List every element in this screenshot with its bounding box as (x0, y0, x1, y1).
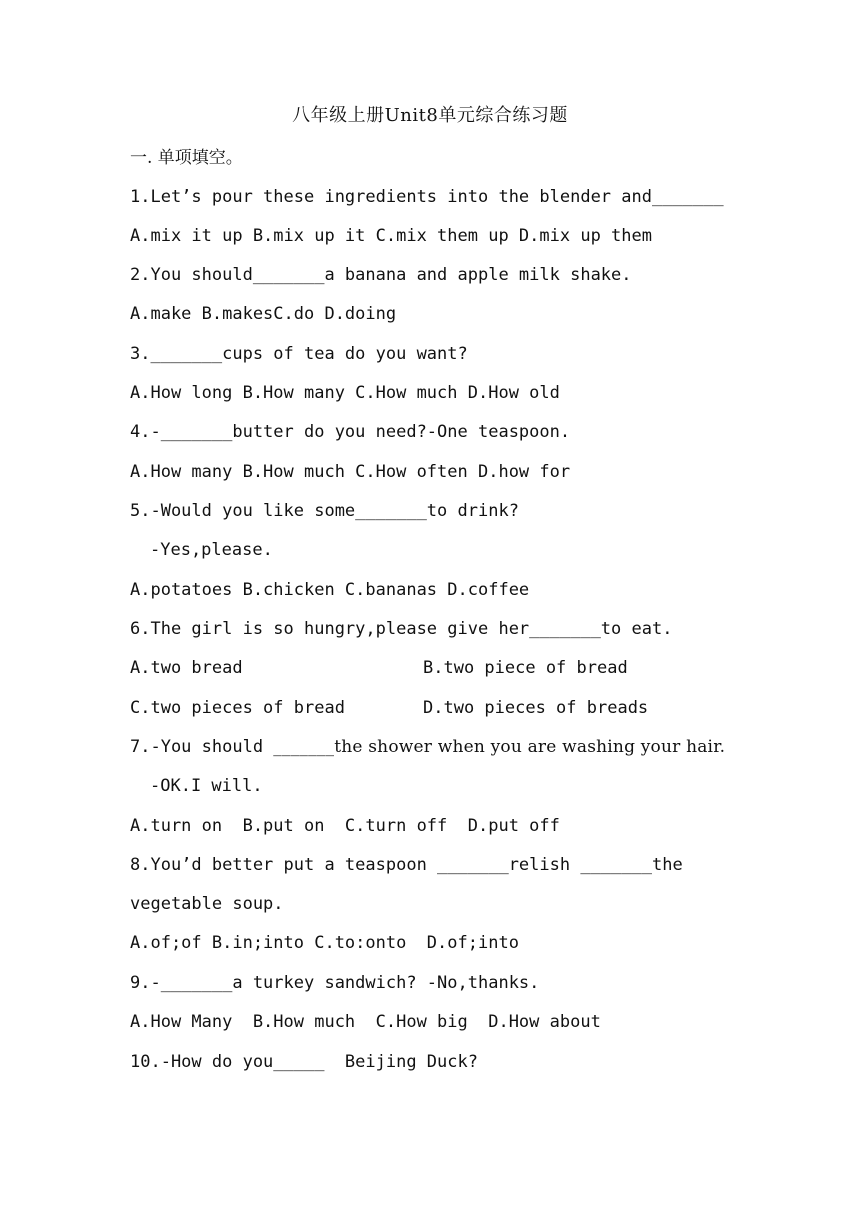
question-7 (130, 735, 725, 759)
page-title: 八年级上册Unit8单元综合练习题 (292, 105, 568, 126)
question-6-option-c: C.two pieces of bread (130, 698, 345, 718)
question-2: 2.You should_______a banana and apple milk shake. (130, 265, 632, 285)
question-10: 10.-How do you_____ Beijing Duck? (130, 1052, 478, 1072)
question-8-options: A.of;of B.in;into C.to:onto D.of;into (130, 933, 519, 953)
question-7-rest: _______the shower when you are washing your hair. (273, 737, 726, 757)
question-8-continuation: vegetable soup. (130, 894, 284, 914)
question-4-options: A.How many B.How much C.How often D.how for (130, 462, 571, 482)
question-7-prefix: 7.-You should (130, 737, 274, 757)
question-4: 4.-_______butter do you need?-One teaspoon. (130, 422, 571, 442)
question-6-option-b: B.two piece of bread (423, 658, 628, 678)
question-6-option-d: D.two pieces of breads (423, 698, 649, 718)
question-2-options: A.make B.makesC.do D.doing (130, 304, 397, 324)
section-heading: 一. 单项填空。 (130, 148, 243, 168)
question-8: 8.You’d better put a teaspoon _______relish _______the (130, 855, 683, 875)
question-3: 3._______cups of tea do you want? (130, 344, 468, 364)
question-5-options: A.potatoes B.chicken C.bananas D.coffee (130, 580, 530, 600)
question-9: 9.-_______a turkey sandwich? -No,thanks. (130, 973, 540, 993)
question-7-reply: -OK.I will. (150, 776, 263, 796)
question-1: 1.Let’s pour these ingredients into the blender and_______ (130, 187, 724, 207)
question-6: 6.The girl is so hungry,please give her_______to eat. (130, 619, 673, 639)
question-3-options: A.How long B.How many C.How much D.How old (130, 383, 560, 403)
question-5: 5.-Would you like some_______to drink? (130, 501, 519, 521)
question-5-reply: -Yes,please. (150, 540, 273, 560)
question-9-options: A.How Many B.How much C.How big D.How about (130, 1012, 601, 1032)
question-7-options: A.turn on B.put on C.turn off D.put off (130, 816, 560, 836)
question-1-options: A.mix it up B.mix up it C.mix them up D.mix up them (130, 226, 652, 246)
question-6-option-a: A.two bread (130, 658, 243, 678)
